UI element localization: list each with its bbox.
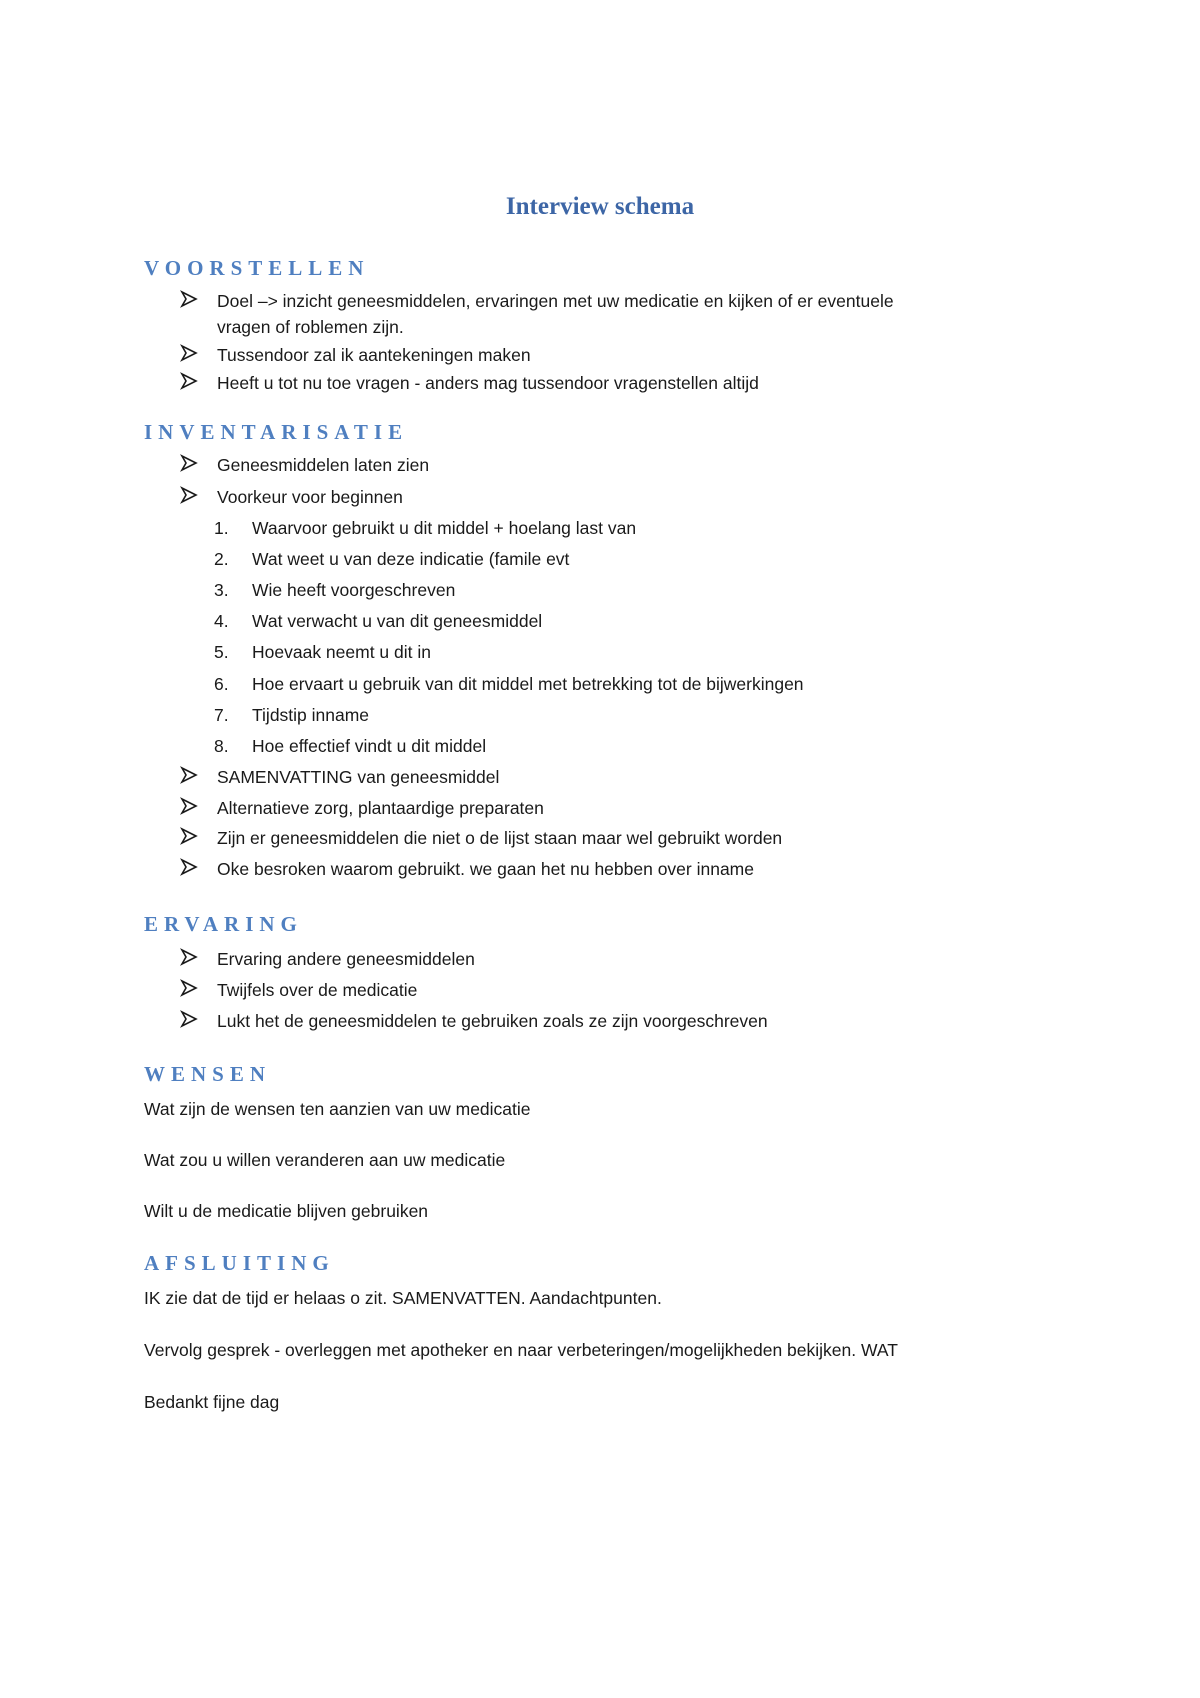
list-number: 3. [214,580,229,600]
arrowhead-bullet-icon [180,766,198,784]
list-item: SAMENVATTING van geneesmiddel [217,767,500,787]
list-item: Ervaring andere geneesmiddelen [217,949,475,969]
numbered-item: Hoevaak neemt u dit in [252,642,431,662]
arrowhead-bullet-icon [180,290,198,308]
numbered-item: Wie heeft voorgeschreven [252,580,456,600]
arrowhead-bullet-icon [180,827,198,845]
arrowhead-bullet-icon [180,454,198,472]
paragraph: IK zie dat de tijd er helaas o zit. SAMENVATTEN. Aandachtpunten. [144,1288,662,1308]
heading-voorstellen: VOORSTELLEN [144,256,370,280]
arrowhead-bullet-icon [180,344,198,362]
list-item-continuation: vragen of roblemen zijn. [217,317,404,337]
list-item: Oke besroken waarom gebruikt. we gaan het nu hebben over inname [217,859,754,879]
list-item: Twijfels over de medicatie [217,980,418,1000]
list-number: 6. [214,674,229,694]
arrowhead-bullet-icon [180,948,198,966]
list-number: 1. [214,518,229,538]
numbered-item: Tijdstip inname [252,705,370,725]
paragraph: Wilt u de medicatie blijven gebruiken [144,1201,429,1221]
arrowhead-bullet-icon [180,1010,198,1028]
list-item: Zijn er geneesmiddelen die niet o de lijst staan maar wel gebruikt worden [217,828,783,848]
list-item: Alternatieve zorg, plantaardige preparaten [217,798,544,818]
document-title: Interview schema [505,193,695,220]
list-number: 5. [214,642,229,662]
paragraph: Wat zijn de wensen ten aanzien van uw medicatie [144,1099,531,1119]
numbered-item: Hoe ervaart u gebruik van dit middel met betrekking tot de bijwerkingen [252,674,804,694]
list-number: 8. [214,736,229,756]
heading-afsluiting: AFSLUITING [144,1251,335,1275]
list-item: Heeft u tot nu toe vragen - anders mag tussendoor vragenstellen altijd [217,373,759,393]
list-item: Geneesmiddelen laten zien [217,455,430,475]
list-item: Lukt het de geneesmiddelen te gebruiken zoals ze zijn voorgeschreven [217,1011,768,1031]
arrowhead-bullet-icon [180,486,198,504]
list-item: Tussendoor zal ik aantekeningen maken [217,345,531,365]
arrowhead-bullet-icon [180,797,198,815]
numbered-item: Wat weet u van deze indicatie (famile evt [252,549,570,569]
list-number: 4. [214,611,229,631]
numbered-item: Waarvoor gebruikt u dit middel + hoelang last van [252,518,637,538]
heading-inventarisatie: INVENTARISATIE [144,420,409,444]
paragraph: Bedankt fijne dag [144,1392,280,1412]
arrowhead-bullet-icon [180,372,198,390]
list-number: 7. [214,705,229,725]
list-number: 2. [214,549,229,569]
numbered-item: Wat verwacht u van dit geneesmiddel [252,611,543,631]
paragraph: Vervolg gesprek - overleggen met apotheker en naar verbeteringen/mogelijkheden bekijken. WAT [144,1340,898,1360]
heading-wensen: WENSEN [144,1062,272,1086]
list-item: Doel –> inzicht geneesmiddelen, ervaringen met uw medicatie en kijken of er eventuele [217,291,894,311]
list-item: Voorkeur voor beginnen [217,487,403,507]
arrowhead-bullet-icon [180,858,198,876]
arrowhead-bullet-icon [180,979,198,997]
numbered-item: Hoe effectief vindt u dit middel [252,736,487,756]
heading-ervaring: ERVARING [144,912,303,936]
paragraph: Wat zou u willen veranderen aan uw medicatie [144,1150,506,1170]
